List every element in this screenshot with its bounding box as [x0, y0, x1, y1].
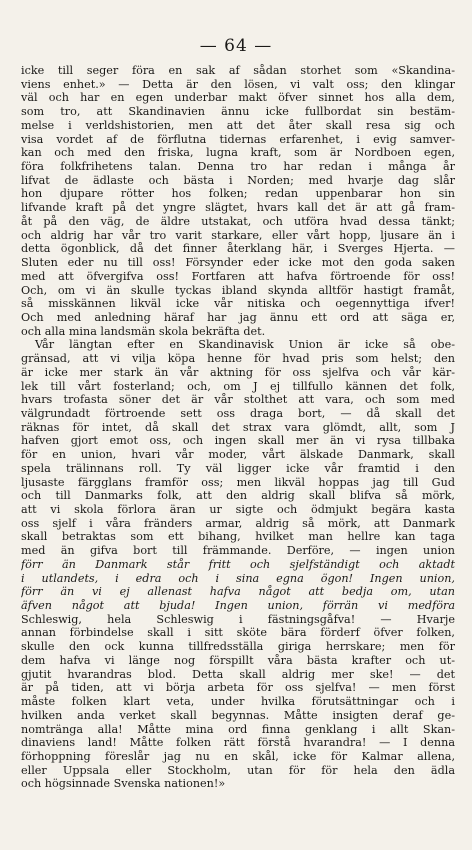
text-line: detta ögonblick, då det finner återklang här, i Sverges Hjerta. — [21, 242, 455, 256]
text-line: icke till seger föra en sak af sådan storhet som «Skandina- [21, 64, 455, 77]
text-line: Schleswig, hela Schleswig i fästningsgåfva! — Hvarje [21, 612, 455, 626]
text-line: som tro, att Skandinavien ännu icke fullbordat sin bestäm- [21, 105, 455, 119]
text-line: åt på den väg, de äldre utstakat, och utföra hvad dessa tänkt; [21, 214, 455, 228]
text-line: räknas för intet, då skall det strax vara glömdt, allt, som J [21, 420, 455, 434]
text-line: annan förbindelse skall i sitt sköte bära förderf öfver folken, [21, 626, 455, 640]
text-line: Och med anledning häraf har jag ännu ett ord att säga er, [21, 310, 455, 324]
text-line: och aldrig har vår tro varit starkare, eller vårt hopp, ljusare än i [21, 228, 455, 242]
text-line: med än gifva bort till främmande. Derföre, — ingen union [21, 544, 455, 558]
text-line: nomtränga alla! Måtte mina ord finna genklang i allt Skan- [21, 722, 455, 736]
text-line: viens enhet.» — Detta är den lösen, vi valt oss; den klingar [21, 77, 455, 91]
text-line: i utlandets, i edra och i sina egna ögon! Ingen union, [21, 571, 455, 585]
text-line: äfven något att bjuda! Ingen union, förrän vi medföra [21, 599, 455, 613]
text-line: så misskännen likväl icke vår nitiska och oegennyttiga ifver! [21, 297, 455, 311]
text-line: är icke mer stark än vår aktning för oss sjelfva och vår kär- [21, 365, 455, 379]
text-line: väl och har en egen underbar makt öfver sinnet hos alla dem, [21, 91, 455, 105]
text-line: lifvat de ädlaste och bästa i Norden; med hvarje dag slår [21, 173, 455, 187]
text-line: och högsinnade Svenska nationen!» [21, 777, 226, 791]
text-line: spela trälinnans roll. Ty väl ligger icke vår framtid i den [21, 461, 455, 475]
page-number: — 64 — [199, 36, 273, 56]
text-line: ljusaste färgglans framför oss; men likväl hoppas jag till Gud [21, 475, 455, 489]
text-line: gränsad, att vi vilja köpa henne för hvad pris som helst; den [21, 352, 455, 366]
text-line: kan och med den friska, lugna kraft, som är Nordboen egen, [21, 146, 455, 160]
text-line: Vår längtan efter en Skandinavisk Union är icke så obe- [35, 338, 455, 352]
text-line: lek till vårt fosterland; och, om J ej tillfullo kännen det folk, [21, 379, 455, 393]
text-line: för en union, hvari vår moder, vårt älskade Danmark, skall [21, 448, 455, 462]
text-line: föra folkfrihetens talan. Denna tro har redan i många år [21, 160, 455, 174]
text-line: förhoppning föreslår jag nu en skål, icke för Kalmar allena, [21, 749, 455, 763]
text-line: lifvande kraft på det yngre slägtet, hvars kall det är att gå fram- [21, 201, 455, 215]
text-line: skall betraktas som ett bihang, hvilket man hellre kan taga [21, 530, 455, 544]
text-line: hafven gjort emot oss, och ingen skall mer än vi rysa tillbaka [21, 434, 455, 448]
text-line: dem hafva vi länge nog förspillt våra bästa krafter och ut- [21, 653, 455, 667]
text-line: med att öfvergifva oss! Fortfaren att hafva förtroende för oss! [21, 269, 455, 283]
text-line: visa vordet af de förflutna tidernas erfarenhet, i evig samver- [21, 132, 455, 146]
text-line: dinaviens land! Måtte folken rätt förstå hvarandra! — I denna [21, 736, 455, 750]
text-line: och alla mina landsmän skola bekräfta det. [21, 324, 266, 338]
text-line: välgrundadt förtroende sett oss draga bort, — då skall det [21, 406, 455, 420]
text-line: måste folken klart veta, under hvilka förutsättningar och i [21, 695, 455, 709]
text-line: Sluten eder nu till oss! Försynder eder icke mot den goda saken [21, 256, 455, 270]
text-line: hvars trofasta söner det är vår stolthet att vara, och som med [21, 393, 455, 407]
text-line: Och, om vi än skulle tyckas ibland skynda alltför hastigt framåt, [21, 283, 455, 297]
body-text [21, 64, 455, 791]
text-line: att vi skola förlora äran ur sigte och ödmjukt begära kasta [21, 503, 455, 516]
text-line: gjutit hvarandras blod. Detta skall aldrig mer ske! — det [21, 667, 455, 681]
text-line: skulle den ock kunna tillfredsställa giriga herrskare; men för [21, 640, 455, 654]
text-line: oss sjelf i våra fränders armar, aldrig så mörk, att Danmark [21, 516, 455, 530]
text-line: är på tiden, att vi börja arbeta för oss sjelfva! — men först [21, 681, 455, 695]
text-line: förr än vi ej allenast hafva något att bedja om, utan [21, 585, 455, 599]
text-line: melse i verldshistorien, men att det åter skall resa sig och [21, 118, 455, 132]
text-line: hvilken anda verket skall begynnas. Måtte insigten deraf ge- [21, 708, 455, 722]
text-line: hon djupare rötter hos folken; redan uppenbarar hon sin [21, 187, 455, 201]
text-line: förr än Danmark står fritt och sjelfständigt och aktadt [21, 557, 455, 571]
text-line: eller Uppsala eller Stockholm, utan för för hela den ädla [21, 763, 455, 777]
text-line: och till Danmarks folk, att den aldrig skall blifva så mörk, [21, 489, 455, 503]
